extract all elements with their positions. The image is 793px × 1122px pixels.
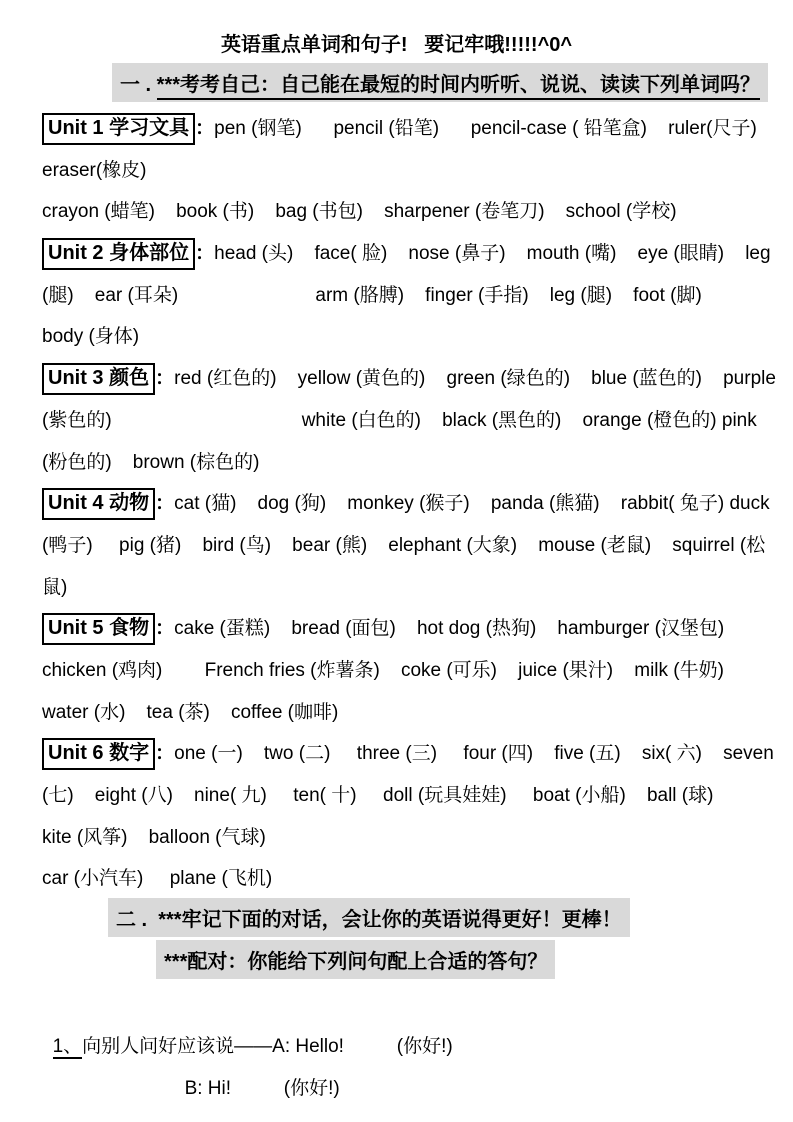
section-1-number: 一 . [120,74,157,96]
vocabulary-list [42,108,793,900]
unit-2-colon: ： [195,243,215,265]
vocab-words: (粉色的) brown (棕色的) [42,451,260,473]
question-1 [42,984,453,1057]
vocab-words: cake (蛋糕) bread (面包) hot dog (热狗) hamburger (汉堡包) [174,618,725,640]
section-2-highlight: 二 . ***牢记下面的对话，会让你的英语说得更好！更棒！ [108,898,630,937]
unit-2-label: Unit 2 身体部位 [42,238,195,270]
vocab-line [42,775,793,817]
page-title: 英语重点单词和句子! 要记牢哦!!!!!^0^ [220,34,573,56]
unit-1-colon: ： [195,118,215,139]
vocab-line-unit2 [42,233,793,275]
section-1-highlight [112,63,768,102]
section-1-heading-text: ***考考自己：自己能在最短的时间内听听、说说、读读下列单词吗？ [157,74,760,100]
vocab-line-unit4 [42,483,793,525]
vocab-words: car (小汽车) plane (飞机) [42,868,273,890]
section-2-subheading [156,940,555,979]
unit-6-label: Unit 6 数字 [42,738,155,770]
vocab-words: 鼠) [42,576,68,598]
question-1-number: 1、 [52,1035,83,1057]
unit-5-label: Unit 5 食物 [42,613,155,645]
vocab-line-unit3 [42,358,793,400]
unit-4-label: Unit 4 动物 [42,488,155,520]
vocab-line [42,858,793,900]
vocab-words: kite (风筝) balloon (气球) [42,826,266,848]
vocab-line [42,191,793,233]
vocab-words: cat (猫) dog (狗) monkey (猴子) panda (熊猫) rabbit( 兔子) duck [174,493,770,515]
vocab-line [42,400,793,442]
section-2-heading [108,898,630,937]
question-1-text: 向别人问好应该说——A: Hello! (你好!) [82,1035,453,1057]
answer-1-text: B: Hi! (你好!) [184,1077,340,1099]
unit-5-colon: ： [155,618,175,640]
vocab-words: chicken (鸡肉) French fries (炸薯条) coke (可乐) juice (果汁) milk (牛奶) [42,659,724,681]
vocab-words: (腿) ear (耳朵) arm (胳膊) finger (手指) leg (腿) foot (脚) [42,284,702,306]
vocab-words: water (水) tea (茶) coffee (咖啡) [42,701,339,723]
unit-3-label: Unit 3 颜色 [42,363,155,395]
vocab-words: crayon (蜡笔) book (书) bag (书包) sharpener (卷笔刀) school (学校) [42,201,677,223]
vocab-line-unit6 [42,733,793,775]
vocab-line [42,275,793,317]
vocab-line-unit1 [42,108,793,150]
vocab-line [42,442,793,484]
vocab-words: pen (钢笔) pencil (铅笔) pencil-case ( 铅笔盒) ruler(尺子) [214,118,757,139]
vocab-line-unit5 [42,608,793,650]
vocab-line [42,817,793,859]
vocab-line [42,316,793,358]
vocab-line [42,150,793,192]
vocab-words: eraser(橡皮) [42,159,147,181]
answer-1 [174,1026,340,1099]
vocab-words: red (红色的) yellow (黄色的) green (绿色的) blue (蓝色的) purple [174,368,776,390]
vocab-words: head (头) face( 脸) nose (鼻子) mouth (嘴) eye (眼睛) leg [214,243,771,265]
section-2-subheading-highlight: ***配对：你能给下列问句配上合适的答句？ [156,940,555,979]
vocab-line [42,525,793,567]
vocab-line [42,692,793,734]
section-1-heading [112,63,768,102]
unit-4-colon: ： [155,493,175,515]
vocab-words: one (一) two (二) three (三) four (四) five (五) six( 六) seven [174,743,774,765]
unit-3-colon: ： [155,368,175,390]
vocab-words: (鸭子) pig (猪) bird (鸟) bear (熊) elephant (大象) mouse (老鼠) squirrel (松 [42,534,766,556]
vocab-words: (紫色的) white (白色的) black (黑色的) orange (橙色的) pink [42,409,757,431]
unit-1-label: Unit 1 学习文具 [42,113,195,145]
vocab-words: (七) eight (八) nine( 九) ten( 十) doll (玩具娃娃) boat (小船) ball (球) [42,785,714,806]
vocab-words: body (身体) [42,326,140,348]
vocab-line [42,650,793,692]
vocab-line [42,567,793,609]
unit-6-colon: ： [155,743,175,765]
